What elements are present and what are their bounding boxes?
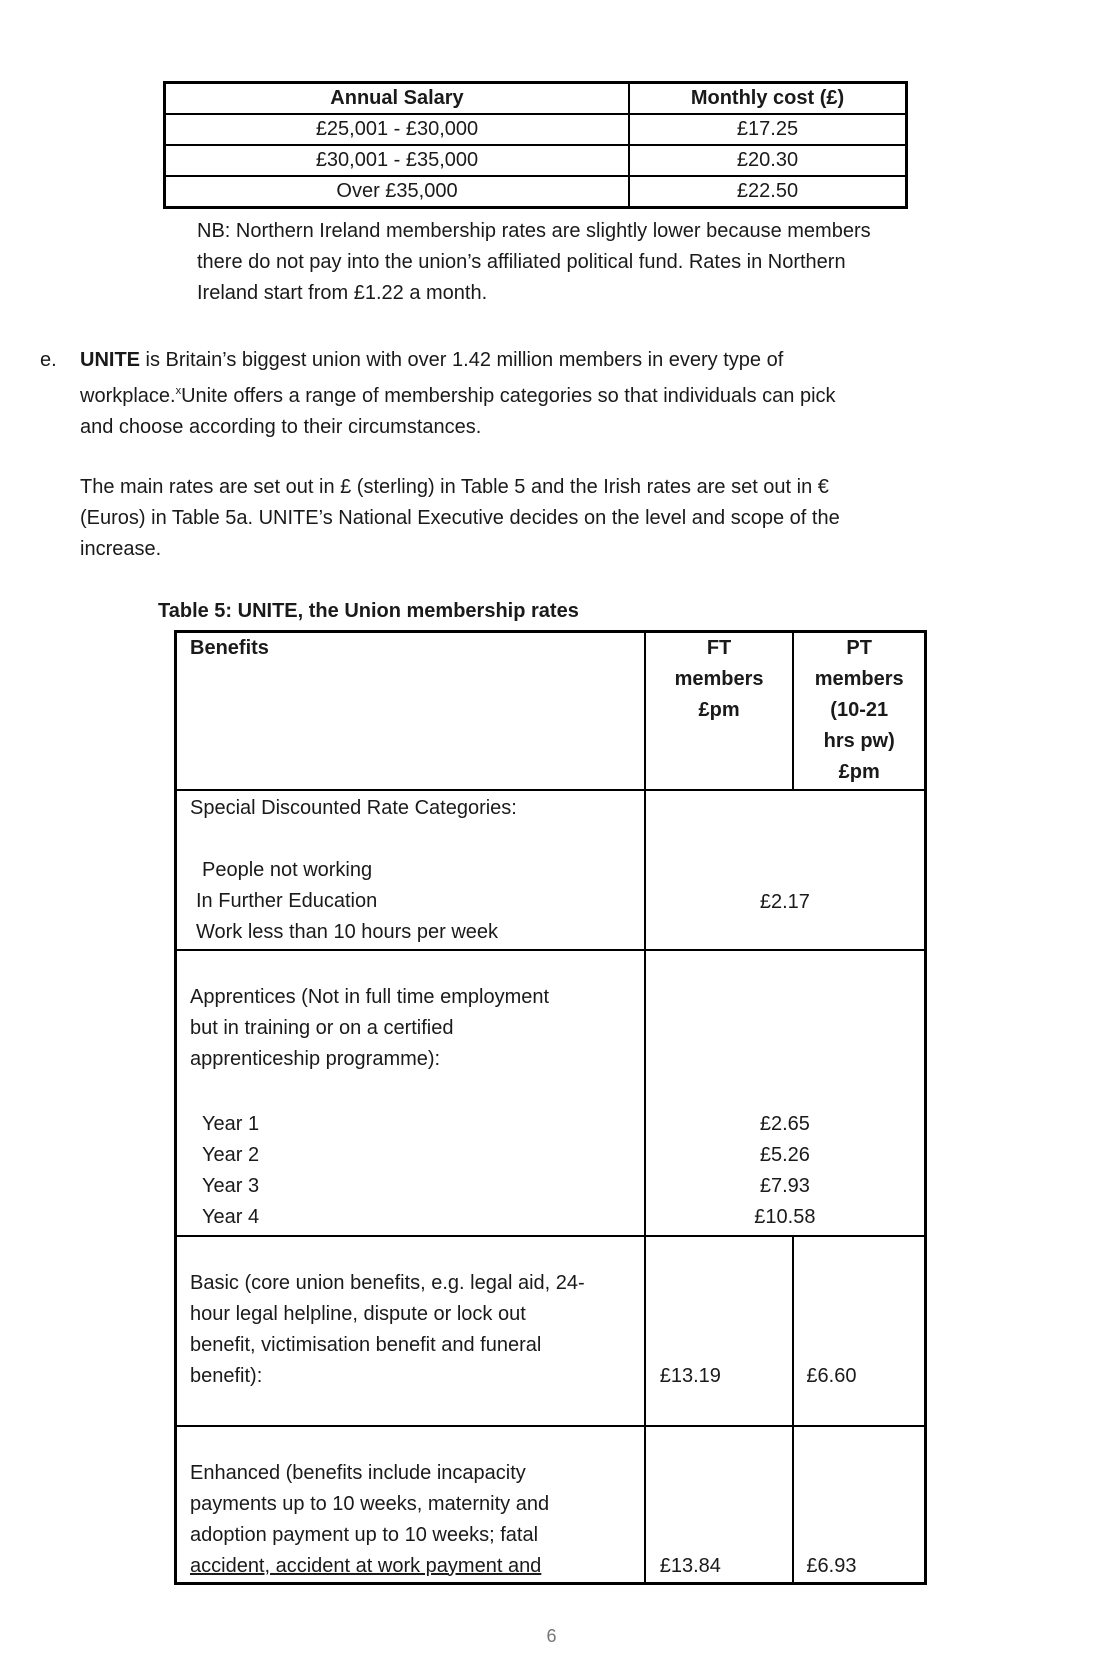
category-title: Special Discounted Rate Categories:	[190, 796, 517, 819]
salary-band: £30,001 - £35,000	[165, 145, 630, 176]
category-item: People not working	[202, 858, 373, 881]
unite-bold: UNITE	[80, 349, 140, 371]
category-title-line: apprenticeship programme):	[190, 1047, 441, 1070]
northern-ireland-note	[197, 216, 1037, 309]
header-line: £pm	[698, 699, 740, 721]
table-caption: Table 5: UNITE, the Union membership rates	[158, 600, 579, 622]
unite-intro-paragraph	[80, 345, 1010, 443]
benefit-line: benefit):	[190, 1364, 263, 1387]
table-row	[165, 145, 907, 176]
paragraph-line: (Euros) in Table 5a. UNITE’s National Executive decides on the level and scope of the	[80, 507, 840, 529]
salary-band: Over £35,000	[165, 176, 630, 208]
table-row-enhanced	[176, 1426, 926, 1584]
note-line: NB: Northern Ireland membership rates are slightly lower because members	[197, 220, 871, 242]
header-line: (10-21	[830, 699, 889, 721]
benefit-line: accident, accident at work payment and	[190, 1554, 542, 1577]
text-run: workplace.	[80, 385, 176, 407]
benefit-cell	[176, 950, 645, 1236]
apprentice-year: Year 2	[202, 1143, 260, 1166]
benefit-cell	[176, 1236, 645, 1426]
paragraph-line: increase.	[80, 538, 162, 560]
pt-rate-cell	[793, 1236, 925, 1426]
table-row-basic	[176, 1236, 926, 1426]
table-row-special-discounted	[176, 790, 926, 950]
rate-value: £7.93	[759, 1174, 810, 1197]
table-header-row	[165, 83, 907, 115]
benefit-line: Enhanced (benefits include incapacity	[190, 1461, 526, 1484]
benefit-line: Basic (core union benefits, e.g. legal aid, 24-	[190, 1271, 585, 1294]
rates-paragraph	[80, 472, 1010, 565]
column-header-monthly-cost: Monthly cost (£)	[629, 83, 907, 115]
pt-rate-cell	[793, 1426, 925, 1584]
table-header-row	[176, 632, 926, 790]
paragraph-line: and choose according to their circumstances.	[80, 416, 482, 438]
category-title-line: Apprentices (Not in full time employment	[190, 985, 550, 1008]
benefit-cell	[176, 1426, 645, 1584]
rate-value: £6.60	[806, 1364, 857, 1387]
monthly-cost: £17.25	[629, 114, 907, 145]
rate-cell	[645, 950, 926, 1236]
list-marker: e.	[40, 349, 57, 371]
note-line: there do not pay into the union’s affiliated political fund. Rates in Northern	[197, 251, 846, 273]
salary-rates-table	[163, 81, 908, 209]
column-header-annual-salary: Annual Salary	[165, 83, 630, 115]
header-line: PT	[846, 637, 872, 659]
rate-value: £2.65	[759, 1112, 810, 1135]
header-line: FT	[706, 637, 732, 659]
benefit-line: benefit, victimisation benefit and funeral	[190, 1333, 542, 1356]
footnote-reference[interactable]: x	[175, 385, 182, 397]
benefit-line: adoption payment up to 10 weeks; fatal	[190, 1523, 539, 1546]
rate-value: £13.84	[659, 1554, 721, 1577]
rate-value: £13.19	[659, 1364, 721, 1387]
rate-value: £5.26	[759, 1143, 810, 1166]
rate-value: £10.58	[754, 1205, 816, 1228]
monthly-cost: £22.50	[629, 176, 907, 208]
paragraph-line	[80, 345, 1010, 376]
rate-value: £6.93	[806, 1554, 857, 1577]
apprentice-year: Year 3	[202, 1174, 260, 1197]
rate-cell	[645, 790, 926, 950]
column-header-ft	[645, 632, 794, 790]
table-row	[165, 114, 907, 145]
column-header-benefits: Benefits	[176, 632, 645, 790]
header-line: hrs pw)	[823, 730, 895, 752]
note-line: Ireland start from £1.22 a month.	[197, 282, 488, 304]
header-line: members	[674, 668, 764, 690]
apprentice-year: Year 4	[202, 1205, 260, 1228]
rate-value: £2.17	[759, 890, 810, 913]
table-row	[165, 176, 907, 208]
table-row-apprentices	[176, 950, 926, 1236]
page-number: 6	[546, 1626, 557, 1646]
category-title-line: but in training or on a certified	[190, 1016, 454, 1039]
paragraph-line: The main rates are set out in £ (sterling) in Table 5 and the Irish rates are set out in €	[80, 476, 829, 498]
paragraph-line	[80, 376, 1010, 412]
column-header-pt	[793, 632, 925, 790]
benefit-line: hour legal helpline, dispute or lock out	[190, 1302, 526, 1325]
text-run: Unite offers a range of membership categories so that individuals can pick	[181, 385, 836, 407]
category-item: Work less than 10 hours per week	[196, 920, 499, 943]
header-line: £pm	[838, 761, 880, 783]
unite-rates-table	[174, 630, 927, 1585]
ft-rate-cell	[645, 1426, 794, 1584]
benefit-cell	[176, 790, 645, 950]
monthly-cost: £20.30	[629, 145, 907, 176]
ft-rate-cell	[645, 1236, 794, 1426]
benefit-line: payments up to 10 weeks, maternity and	[190, 1492, 550, 1515]
header-line: members	[814, 668, 904, 690]
apprentice-year: Year 1	[202, 1112, 260, 1135]
text-run: is Britain’s biggest union with over 1.42 million members in every type of	[140, 349, 784, 371]
category-item: In Further Education	[196, 889, 378, 912]
salary-band: £25,001 - £30,000	[165, 114, 630, 145]
